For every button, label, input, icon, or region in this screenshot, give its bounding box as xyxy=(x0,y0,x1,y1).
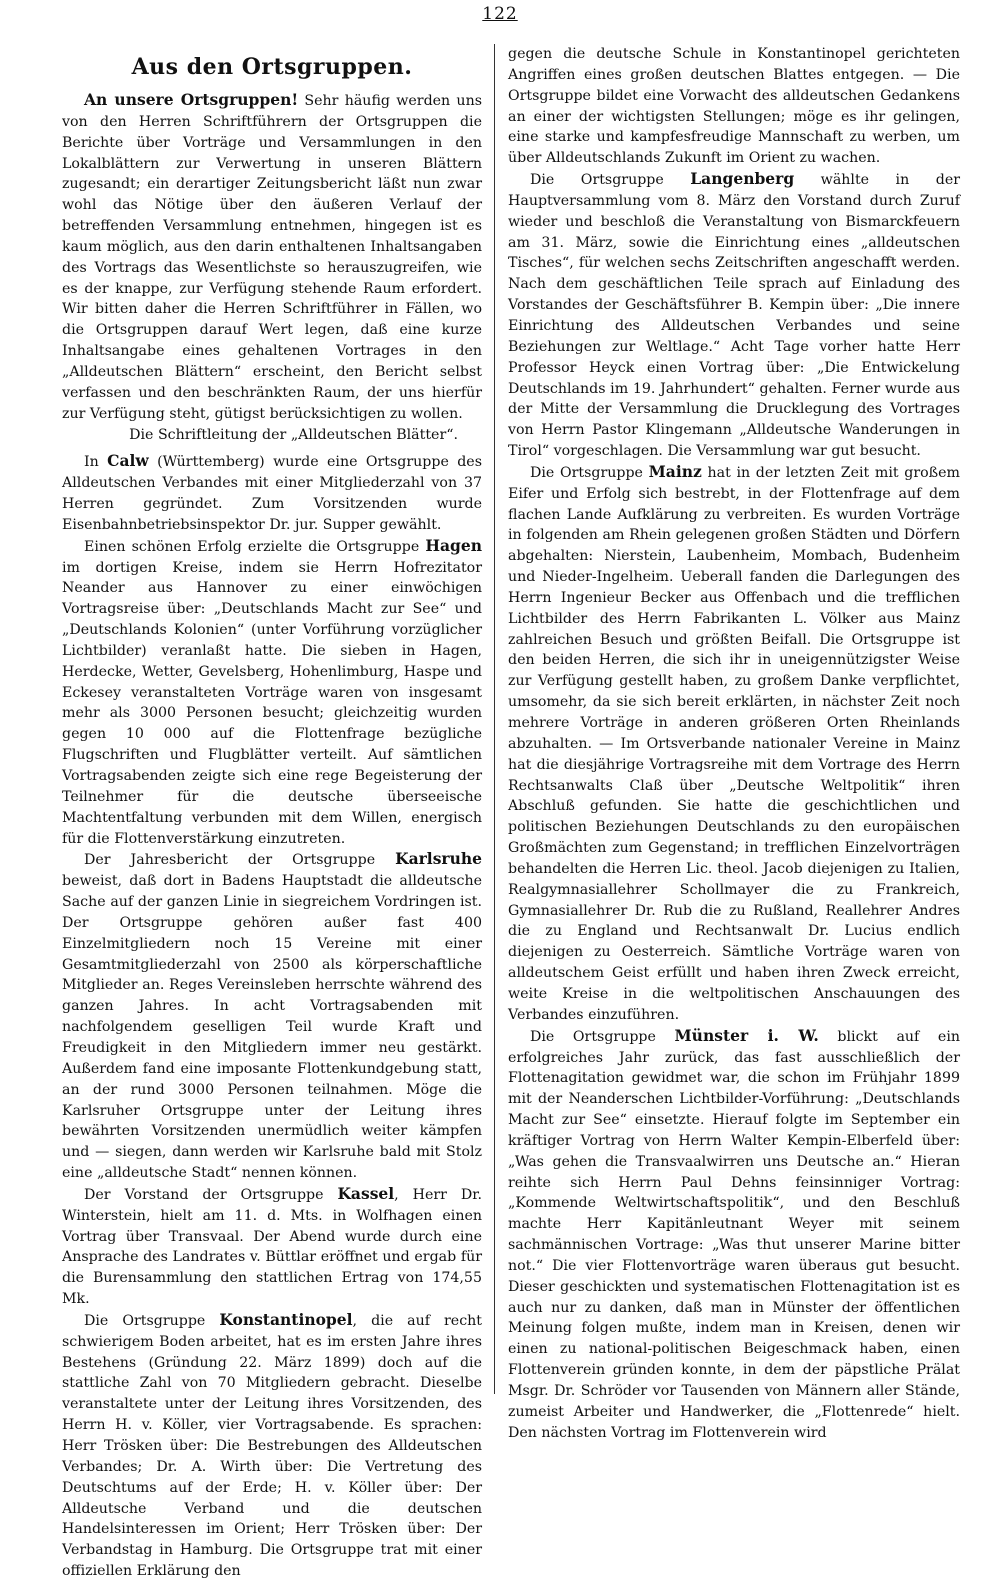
konstantinopel-text: , die auf recht schwierigem Boden arbeitet, hat es im ersten Jahre ihres Bestehens (Gründung 22. März 1899) doch auf die stattliche Zahl von 70 Mitgliedern gebracht. Dieselbe veranstaltete unter der Leitung ihres Vorsitzenden, des Herrn H. v. Köller, vier Vortragsabende. Es sprachen: Herr Trösken über: Die Bestrebungen des Alldeutschen Verbandes; Dr. A. Wirth über: Die Vertretung des Deutschtums auf der Erde; H. v. Köller über: Der Alldeutsche Verband und die deutschen Handelsinteressen im Orient; Herr Trösken über: Der Verbandstag in Hamburg. Die Ortsgruppe trat mit einer offiziellen Erklärung den xyxy=(62,1312,482,1580)
hagen-text: im dortigen Kreise, indem sie Herrn Hofrezitator Neander aus Hannover zu einer einwöchigen Vortragsreise über: „Deutschlands Macht zur See“ und „Deutschlands Kolonien“ (unter Vorführung vorzüglicher Lichtbilder) veranlaßt hatte. Die sieben in Hagen, Herdecke, Wetter, Gevelsberg, Hohenlimburg, Haspe und Eckesey veranstalteten Vorträge waren von insgesamt mehr als 3000 Personen besucht; gleichzeitig wurden gegen 10 000 auf die Flottenfrage bezügliche Flugschriften und Flugblätter verteilt. Auf sämtlichen Vortragsabenden zeigte sich eine rege Begeisterung der Teilnehmer für die deutsche überseeische Machtentfaltung verbunden mit dem Willen, energisch für die Flottenverstärkung einzutreten. xyxy=(62,559,482,847)
mainz-paragraph xyxy=(508,462,960,1026)
karlsruhe-lead: Der Jahresbericht der Ortsgruppe xyxy=(84,852,396,869)
column-divider xyxy=(494,44,495,1394)
calw-lead: In xyxy=(84,454,108,471)
langenberg-keyword: Langenberg xyxy=(690,169,795,189)
page-number: 122 xyxy=(482,4,518,24)
muenster-text: blickt auf ein erfolgreiches Jahr zurück, das fast ausschließlich der Flottenagitation gewidmet war, die schon im Frühjahr 1899 mit der Neanderschen Lichtbilder-Vorführung: „Deutschlands Macht zur See“ einsetzte. Hierauf folgte im September ein kräftiger Vortrag von Herrn Walter Kempin-Elberfeld über: „Was gehen die Transvaalwirren uns Deutsche an.“ Hieran reihte sich Herrn Paul Dehns feinsinniger Vortrag: „Kommende Weltwirtschaftspolitik“, und den Beschluß machte Herr Kapitänleutnant Weyer mit seinem sachmännischen Vortrage: „Was thut unserer Marine bitter not.“ Die vier Flottenvorträge waren überaus gut besucht. Dieser geschickten und systematischen Flottenagitation ist es auch nur zu danken, daß man in Münster der öffentlichen Meinung folgen mußte, indem man in Kreisen, denen wir einen zu national-politischen Beigeschmack haben, einen Flottenverein gründen konnte, in dem der päpstliche Prälat Msgr. Dr. Schröder vor Tausenden von Männern aller Stände, zumeist Arbeiter und Handwerker, die „Flottenrede“ hielt. Den nächsten Vortrag im Flottenverein wird xyxy=(508,1028,960,1441)
konstantinopel-keyword: Konstantinopel xyxy=(219,1309,353,1329)
calw-text: (Württemberg) wurde eine Ortsgruppe des Alldeutschen Verbandes mit einer Mitgliederzahl von 37 Herren gegründet. Zum Vorsitzenden wurde Eisenbahnbetriebsinspektor Dr. jur. Supper gewählt. xyxy=(62,454,482,533)
notice-keyword: An unsere Ortsgruppen! xyxy=(84,90,299,109)
calw-paragraph xyxy=(62,451,482,535)
mainz-lead: Die Ortsgruppe xyxy=(530,464,649,481)
mainz-keyword: Mainz xyxy=(648,461,702,481)
left-column xyxy=(62,52,482,1582)
hagen-keyword: Hagen xyxy=(425,535,482,555)
karlsruhe-text: beweist, daß dort in Badens Hauptstadt die alldeutsche Sache auf der ganzen Linie in siegreichem Vordringen ist. Der Ortsgruppe gehören außer fast 400 Einzelmitgliedern noch 15 Vereine mit einer Gesamtmitgliederzahl von 2500 als körperschaftliche Mitglieder an. Reges Vereinsleben herrschte während des ganzen Jahres. In acht Vortragsabenden mit nachfolgendem geselligen Teil wurde Kraft und Freudigkeit in den Mitgliedern immer neu gestärkt. Außerdem fand eine imposante Flottenkundgebung statt, an der rund 3000 Personen teilnahmen. Möge die Karlsruher Ortsgruppe unter der Leitung ihres bewährten Vorsitzenden unermüdlich weiter kämpfen und — siegen, dann werden wir Karlsruhe bald mit Stolz eine „alldeutsche Stadt“ nennen können. xyxy=(62,873,482,1182)
hagen-paragraph xyxy=(62,536,482,850)
kassel-text: , Herr Dr. Winterstein, hielt am 11. d. Mts. in Wolfhagen einen Vortrag über Transvaal. Der Abend wurde durch eine Ansprache des Landrates v. Büttlar eröffnet und ergab für die Burensammlung den stattlichen Ertrag von 174,55 Mk. xyxy=(62,1186,482,1308)
muenster-paragraph xyxy=(508,1026,960,1444)
kassel-lead: Der Vorstand der Ortsgruppe xyxy=(84,1186,338,1203)
konstantinopel-continuation: gegen die deutsche Schule in Konstantinopel gerichteten Angriffen eines großen deutschen Blattes entgegen. — Die Ortsgruppe bildet eine Vorwacht des alldeutschen Gedankens an einer der wichtigsten Stellungen; möge es ihr gelingen, eine starke und kampfesfreudige Mannschaft zu werben, um über Alldeutschlands Zukunft im Orient zu wachen. xyxy=(508,46,960,167)
karlsruhe-paragraph xyxy=(62,849,482,1184)
konstantinopel-paragraph xyxy=(62,1310,482,1582)
calw-keyword: Calw xyxy=(107,451,149,471)
right-column xyxy=(508,44,960,1444)
section-heading: Aus den Ortsgruppen. xyxy=(131,54,413,80)
notice-signature: Die Schriftleitung der „Alldeutschen Blätter“. xyxy=(129,426,458,443)
langenberg-paragraph xyxy=(508,169,960,462)
notice-paragraph xyxy=(62,90,482,425)
kassel-keyword: Kassel xyxy=(337,1183,395,1203)
konstantinopel-lead: Die Ortsgruppe xyxy=(84,1312,220,1329)
muenster-keyword: Münster i. W. xyxy=(674,1025,819,1045)
langenberg-lead: Die Ortsgruppe xyxy=(530,172,691,189)
notice-text: Sehr häufig werden uns von den Herren Schriftführern der Ortsgruppen die Berichte über Vorträge und Versammlungen in den Lokalblättern zur Verwertung in unseren Blättern zugesandt; ein derartiger Zeitungsbericht läßt nun zwar wohl das Nötige über den äußeren Verlauf der betreffenden Versammlung entnehmen, hingegen ist es kaum möglich, aus den darin enthaltenen Inhaltsangaben des Vortrags das Wesentlichste so herauszugreifen, wie es der knappe, zur Verfügung stehende Raum erfordert. Wir bitten daher die Herren Schriftführer in Fällen, wo die Ortsgruppen darauf Wert legen, daß eine kurze Inhaltsangabe eines gehaltenen Vortrages in den „Alldeutschen Blättern“ erscheint, den Bericht selbst verfassen und den beschränkten Raum, der uns hierfür zur Verfügung steht, gütigst berücksichtigen zu wollen. xyxy=(62,93,482,422)
kassel-paragraph xyxy=(62,1184,482,1310)
langenberg-text: wählte in der Hauptversammlung vom 8. März den Vorstand durch Zuruf wieder und beschloß die Veranstaltung von Bismarckfeuern am 31. März, sowie die Einrichtung eines „alldeutschen Tisches“, für welchen sechs Zeitschriften angeschafft werden. Nach dem geschäftlichen Teile sprach auf Einladung des Vorstandes der Geschäftsführer B. Kempin über: „Die innere Einrichtung des Alldeutschen Verbandes und seine Beziehungen zur Weltlage.“ Acht Tage vorher hatte Herr Professor Heyck einen Vortrag über: „Die Entwickelung Deutschlands im 19. Jahrhundert“ gehalten. Ferner wurde aus der Mitte der Versammlung die Drucklegung des Vortrages von Herrn Pastor Klingemann „Alldeutsche Wanderungen in Tirol“ vorgeschlagen. Die Versammlung war gut besucht. xyxy=(508,172,960,460)
karlsruhe-keyword: Karlsruhe xyxy=(395,849,482,869)
mainz-text: hat in der letzten Zeit mit großem Eifer und Erfolg sich bestrebt, in der Flottenfrage auf dem flachen Lande Aufklärung zu verbreiten. Es wurden Vorträge in folgenden am Rhein gelegenen großen Städten und Dörfern abgehalten: Nierstein, Laubenheim, Mombach, Budenheim und Nieder-Ingelheim. Ueberall fanden die Darlegungen des Herrn Ingenieur Becker aus Offenbach und die trefflichen Lichtbilder des Herrn Fabrikanten L. Völker aus Mainz zahlreichen Besuch und größten Beifall. Die Ortsgruppe ist den beiden Herren, die sich ihr in uneigennützigster Weise zur Verfügung gestellt haben, zu großem Danke verpflichtet, umsomehr, da sie sich bereit erklärten, in nächster Zeit noch mehrere Vorträge in anderen größeren Orten Rheinlands abzuhalten. — Im Ortsverbande nationaler Vereine in Mainz hat die diesjährige Vortragsreihe mit dem Vortrage des Herrn Rechtsanwalts Claß über „Deutsche Weltpolitik“ ihren Abschluß gefunden. Sie hatte die geschichtlichen und politischen Beziehungen Deutschlands zu den europäischen Großmächten zum Gegenstand; in trefflichen Einzelvorträgen behandelten die Herren Lic. theol. Jacob diejenigen zu Italien, Realgymnasiallehrer Schollmayer die zu Frankreich, Gymnasiallehrer Dr. Rub die zu Rußland, Reallehrer Andres die zu England und Rechtsanwalt Dr. Lucius endlich diejenigen zu Oesterreich. Sämtliche Vorträge waren von alldeutschem Geist erfüllt und haben ihren Zweck erreicht, weite Kreise in die weltpolitischen Anschauungen des Verbandes einzuführen. xyxy=(508,464,961,1023)
muenster-lead: Die Ortsgruppe xyxy=(530,1028,675,1045)
hagen-lead: Einen schönen Erfolg erzielte die Ortsgruppe xyxy=(84,538,426,555)
